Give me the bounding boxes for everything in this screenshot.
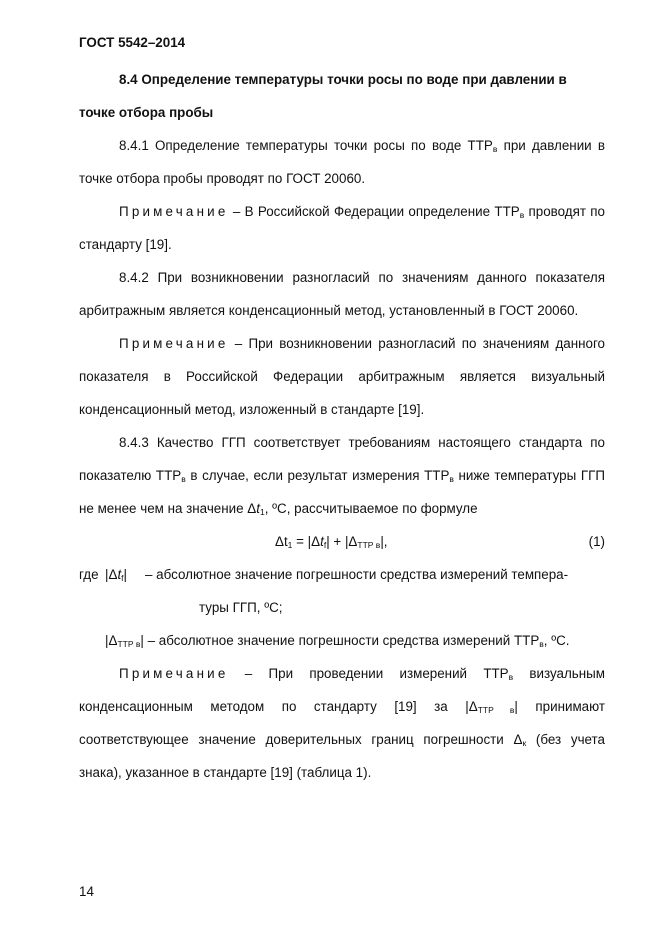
where-term-1 xyxy=(105,558,135,591)
where-item-1 xyxy=(79,558,605,591)
subscript: в xyxy=(519,210,525,220)
term-part: | xyxy=(123,567,128,582)
formula-lhs: Δt xyxy=(275,534,288,549)
variable: t xyxy=(117,567,122,582)
where-desc-2: – абсолютное значение погрешности средства измерений ТТР xyxy=(143,633,540,648)
subscript: к xyxy=(522,738,527,748)
formula-part: = |Δ xyxy=(292,534,321,549)
subscript: в xyxy=(508,672,514,682)
variable: t xyxy=(256,501,260,516)
section-heading-line1: 8.4 Определение температуры точки росы по воде при давлении в xyxy=(119,72,567,87)
where-label: где xyxy=(79,567,99,582)
subscript: 1 xyxy=(287,540,293,550)
note-3 xyxy=(79,657,605,789)
subscript: f xyxy=(121,573,124,583)
formula-part: |, xyxy=(380,534,388,549)
formula-expression xyxy=(275,525,388,558)
note-label: Примечание xyxy=(119,204,229,219)
note-text: визуальным конденсационным методом по стандарту [19] за |Δ xyxy=(79,666,605,714)
paragraph-text: 8.4.3 Качество ГГП соответствует требованиям настоящего стандарта по показателю ТТР xyxy=(79,435,605,483)
subscript: в xyxy=(539,639,544,649)
paragraph-text: при давлении в точке отбора пробы проводят по ГОСТ 20060. xyxy=(79,138,605,186)
term-part: |Δ xyxy=(105,633,118,648)
note-1 xyxy=(79,195,605,261)
subscript: ТТР в xyxy=(117,639,141,649)
page-content xyxy=(79,63,605,789)
where-desc-1-cont: туры ГГП, ºС; xyxy=(199,600,283,615)
where-desc-1: – абсолютное значение погрешности средства измерений темпера- xyxy=(145,567,569,582)
subscript: в xyxy=(181,474,186,484)
formula-number: (1) xyxy=(588,534,605,549)
where-item-2 xyxy=(79,624,605,657)
section-heading-line2: точке отбора пробы xyxy=(79,105,214,120)
paragraph-8-4-3 xyxy=(79,426,605,525)
note-text: | принимают соответствующее значение доверительных границ погрешности Δ xyxy=(79,699,605,747)
paragraph-8-4-1 xyxy=(79,129,605,195)
paragraph-text: в случае, если результат измерения ТТР xyxy=(185,468,450,483)
document-code: ГОСТ 5542–2014 xyxy=(79,35,186,50)
subscript: 1 xyxy=(259,507,265,517)
subscript: f xyxy=(323,540,327,550)
paragraph-8-4-2: 8.4.2 При возникновении разногласий по значениям данного показателя арбитражным является конденсационный метод, установленный в ГОСТ 20060. xyxy=(79,270,605,318)
paragraph-text: 8.4.1 Определение температуры точки росы по воде ТТР xyxy=(119,138,493,153)
section-heading xyxy=(79,63,605,129)
note-label: Примечание xyxy=(119,336,229,351)
note-text: – В Российской Федерации определение ТТР xyxy=(228,204,520,219)
note-2 xyxy=(79,327,605,426)
note-text: – При возникновении разногласий по значениям данного показателя в Российской Федерации арбитражным является визуальный конденсационный метод, изложенный в стандарте [19]. xyxy=(79,336,605,417)
note-text: – При проведении измерений ТТР xyxy=(228,666,509,681)
page-number: 14 xyxy=(79,884,94,899)
note-text: проводят по стандарту [19]. xyxy=(79,204,605,252)
formula-part: | + |Δ xyxy=(326,534,358,549)
paragraph-text: , ºС, рассчитываемое по формуле xyxy=(264,501,478,516)
note-text: (без учета знака), указанное в стандарте [19] (таблица 1). xyxy=(79,732,605,780)
subscript: ТТР в xyxy=(477,705,515,715)
variable: t xyxy=(320,534,324,549)
subscript: в xyxy=(492,144,498,154)
subscript: в xyxy=(449,474,454,484)
where-desc-2: , ºС. xyxy=(543,633,570,648)
note-label: Примечание xyxy=(119,666,229,681)
paragraph-text: ниже температуры ГГП не менее чем на значение Δ xyxy=(79,468,605,516)
term-part: |Δ xyxy=(105,567,118,582)
term-part: | xyxy=(140,633,144,648)
subscript: ТТР в xyxy=(357,540,381,550)
formula-1 xyxy=(79,525,605,558)
